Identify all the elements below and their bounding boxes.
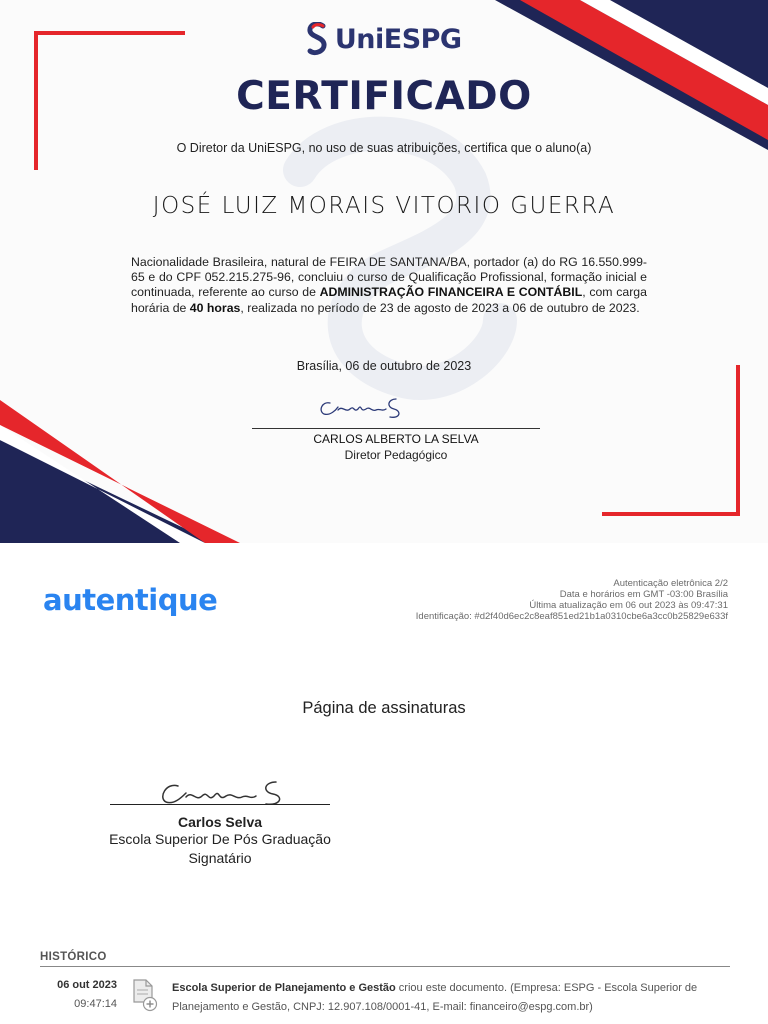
auth-meta-line: Última atualização em 06 out 2023 às 09:47:31 — [529, 600, 728, 611]
history-divider — [40, 966, 730, 967]
document-add-icon — [132, 978, 158, 1012]
signatures-page-title: Página de assinaturas — [302, 699, 466, 717]
certificate-title: CERTIFICADO — [236, 74, 532, 119]
uniespg-logo-mark-icon — [306, 22, 328, 56]
history-title: HISTÓRICO — [40, 951, 107, 963]
course-name: ADMINISTRAÇÃO FINANCEIRA E CONTÁBIL — [319, 285, 583, 300]
signer-organization: Escola Superior De Pós Graduação — [109, 831, 331, 847]
certificate-intro: O Diretor da UniESPG, no uso de suas atribuições, certifica que o aluno(a) — [176, 141, 592, 155]
history-time: 09:47:14 — [74, 998, 117, 1010]
director-name: CARLOS ALBERTO LA SELVA — [313, 432, 479, 446]
history-action: criou este documento. (Empresa: ESPG - Escola Superior de Planejamento e Gestão, CNPJ: 12.907.108/0001-41, E-mail: financeiro@espg.com.br) — [172, 982, 698, 1013]
auth-meta-line: Data e horários em GMT -03:00 Brasília — [559, 589, 728, 600]
autentique-logo: autentique — [43, 583, 218, 617]
signer-role: Signatário — [188, 850, 252, 866]
student-name: JOSÉ LUIZ MORAIS VITORIO GUERRA — [152, 193, 616, 219]
signer-name: Carlos Selva — [177, 814, 263, 830]
body-part1: Nacionalidade Brasileira, natural de FEIRA DE SANTANA/BA, portador (a) do RG 16.550.999-65 e do CPF 052.215.275-96, concluiu o curso de Qualificação Profissional, formação inicial e continuada, referente ao curso de — [131, 255, 647, 300]
place-date: Brasília, 06 de outubro de 2023 — [296, 359, 472, 373]
history-actor: Escola Superior de Planejamento e Gestão — [172, 982, 396, 994]
director-signature — [316, 395, 411, 423]
course-hours: 40 horas — [189, 300, 241, 315]
body-part2: , com carga horária de — [131, 285, 647, 315]
logo-text: UniESPG — [334, 23, 462, 55]
auth-meta-line: Identificação: #d2f40d6ec2c8eaf851ed21b1a0310cbe6a3cc0b25829e633f — [415, 611, 728, 622]
director-role: Diretor Pedagógico — [344, 448, 448, 462]
authentication-metadata — [416, 578, 728, 622]
body-part3: , realizada no período de 23 de agosto de 2023 a 06 de outubro de 2023. — [240, 300, 640, 315]
uniespg-logo — [0, 22, 768, 56]
history-description — [172, 979, 732, 1017]
director-signature-line — [252, 428, 540, 429]
history-date: 06 out 2023 — [57, 979, 117, 991]
certificate-body — [131, 255, 647, 316]
signer-signature-line — [110, 804, 330, 805]
auth-meta-line: Autenticação eletrônica 2/2 — [613, 578, 728, 589]
signer-signature — [156, 778, 291, 810]
